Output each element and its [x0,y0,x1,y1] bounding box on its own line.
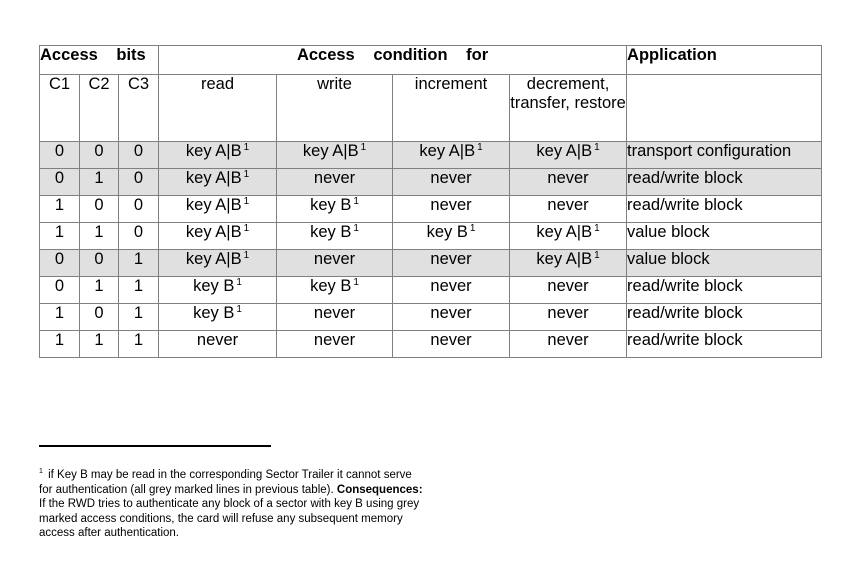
cell-decrement [510,142,627,169]
cell-c2 [80,331,119,358]
cell-c3-text: 1 [133,331,144,349]
cell-write-text: never [313,250,356,268]
cell-read [159,169,277,196]
cell-c3-text: 0 [133,169,144,187]
footnote-ref: 1 [236,304,242,315]
table-header-row [40,46,822,75]
cell-write [277,331,393,358]
c2-header: C2 [80,75,119,142]
cell-c1-text: 0 [54,250,65,268]
cell-read-text: never [196,331,239,349]
footnote-ref: 1 [594,250,600,261]
cell-write [277,169,393,196]
application-column-header [627,75,822,142]
table-row [40,223,822,250]
cell-c3 [119,142,159,169]
cell-decrement [510,304,627,331]
cell-write-text: never [313,304,356,322]
cell-increment-text: key A|B [419,142,476,160]
cell-c1-text: 1 [54,196,65,214]
cell-read [159,223,277,250]
cell-increment-text: never [430,277,472,295]
cell-c2 [80,277,119,304]
cell-decrement [510,331,627,358]
cell-c2-text: 0 [94,250,104,268]
cell-c3 [119,169,159,196]
cell-decrement [510,277,627,304]
cell-read-text: key A|B [185,223,242,241]
cell-write-text: key B [310,277,352,295]
cell-read [159,196,277,223]
cell-application: read/write block [627,277,822,304]
footnote-marker: 1 [39,468,43,475]
cell-c1 [40,142,80,169]
cell-read-text: key B [193,304,235,322]
cell-c2-text: 0 [94,142,104,160]
cell-decrement-text: never [547,331,589,349]
cell-c3 [119,331,159,358]
cell-c1-text: 1 [54,223,65,241]
cell-read-text: key B [193,277,235,295]
footnote-ref: 1 [243,196,250,207]
cell-c2 [80,169,119,196]
cell-c1 [40,331,80,358]
footnote-text-part1: if Key B may be read in the corresponding Sector Trailer it cannot serve for authentication (all grey marked lines in previous table). [39,469,412,496]
cell-c3 [119,304,159,331]
cell-write-text: key B [310,223,352,241]
table-row [40,250,822,277]
cell-decrement [510,223,627,250]
cell-decrement [510,250,627,277]
cell-application: read/write block [627,304,822,331]
cell-increment [393,142,510,169]
cell-increment [393,169,510,196]
cell-c1 [40,277,80,304]
cell-application: read/write block [627,196,822,223]
cell-c3-text: 1 [133,277,144,295]
cell-c1 [40,304,80,331]
cell-write [277,196,393,223]
cell-c1 [40,169,80,196]
cell-read-text: key A|B [185,250,242,268]
cell-increment [393,196,510,223]
cell-c1 [40,196,80,223]
cell-write [277,304,393,331]
cell-c1-text: 1 [54,331,65,349]
footnote-ref: 1 [477,142,483,153]
cell-application: value block [627,223,822,250]
cell-increment-text: key B [426,223,468,241]
cell-decrement-text: key A|B [536,223,593,241]
c3-header: C3 [119,75,159,142]
cell-decrement-text: never [547,196,589,214]
column-header-row [40,75,822,142]
footnote-ref: 1 [236,277,242,288]
cell-c2 [80,196,119,223]
cell-application: transport configuration [627,142,822,169]
cell-application: value block [627,250,822,277]
cell-increment-text: never [430,304,472,322]
footnote-ref: 1 [469,223,476,234]
cell-read [159,142,277,169]
cell-c2-text: 1 [94,223,104,241]
cell-increment [393,277,510,304]
cell-read-text: key A|B [185,169,242,187]
cell-c3 [119,196,159,223]
cell-c1 [40,250,80,277]
cell-read-text: key A|B [185,142,242,160]
cell-c3-text: 1 [133,304,144,322]
cell-write [277,223,393,250]
table-row [40,169,822,196]
cell-c2-text: 1 [94,331,104,349]
footnote-ref: 1 [243,250,250,261]
cell-read [159,304,277,331]
cell-c2-text: 1 [94,169,104,187]
cell-write [277,250,393,277]
cell-c1 [40,223,80,250]
cell-c3 [119,277,159,304]
table-row [40,304,822,331]
footnote-consequences-label: Consequences: [336,483,423,496]
cell-c2-text: 0 [94,304,104,322]
cell-c1-text: 0 [54,277,65,295]
table-row [40,277,822,304]
c1-header: C1 [40,75,80,142]
footnote-ref: 1 [360,142,367,153]
footnote-ref: 1 [243,142,250,153]
write-header: write [277,75,393,142]
cell-application: read/write block [627,169,822,196]
cell-write [277,142,393,169]
cell-c3 [119,250,159,277]
access-condition-header: Access condition for [159,46,627,75]
cell-increment [393,331,510,358]
cell-c3-text: 1 [133,250,144,268]
cell-read [159,250,277,277]
cell-application: read/write block [627,331,822,358]
cell-c2 [80,304,119,331]
cell-read [159,331,277,358]
cell-increment [393,304,510,331]
cell-c3-text: 0 [133,223,144,241]
table-row [40,331,822,358]
footnote [39,465,424,541]
table-row [40,196,822,223]
cell-decrement [510,196,627,223]
cell-c3 [119,223,159,250]
cell-c2 [80,223,119,250]
footnote-ref: 1 [594,142,600,153]
cell-read [159,277,277,304]
access-conditions-table [39,45,822,358]
cell-write-text: never [313,331,356,349]
footnote-ref: 1 [353,196,359,207]
table-body [40,142,822,358]
decrement-header: decrement, transfer, restore [510,75,627,142]
cell-read-text: key A|B [185,196,242,214]
cell-decrement-text: never [547,169,589,187]
cell-c1-text: 0 [54,169,65,187]
access-bits-header: Access bits [40,46,159,75]
cell-c2 [80,142,119,169]
cell-write-text: key B [310,196,352,214]
table-row [40,142,822,169]
cell-increment [393,250,510,277]
cell-write-text: never [313,169,356,187]
cell-increment-text: never [430,169,472,187]
cell-c1-text: 0 [54,142,65,160]
cell-c3-text: 0 [133,196,144,214]
cell-c3-text: 0 [133,142,144,160]
cell-c2-text: 0 [94,196,104,214]
cell-decrement-text: never [547,304,589,322]
increment-header: increment [393,75,510,142]
footnote-ref: 1 [353,223,359,234]
cell-write [277,277,393,304]
read-header: read [159,75,277,142]
cell-decrement-text: never [547,277,589,295]
footnote-ref: 1 [243,223,250,234]
cell-c2-text: 1 [94,277,104,295]
cell-decrement [510,169,627,196]
footnote-ref: 1 [353,277,359,288]
cell-increment [393,223,510,250]
footnote-ref: 1 [243,169,250,180]
cell-increment-text: never [430,196,472,214]
cell-decrement-text: key A|B [536,250,593,268]
cell-write-text: key A|B [302,142,359,160]
cell-increment-text: never [430,331,472,349]
footnote-text-part2: If the RWD tries to authenticate any block of a sector with key B using grey marked access conditions, the card will refuse any subsequent memory access after authentication. [39,498,420,539]
cell-increment-text: never [430,250,472,268]
cell-c1-text: 1 [54,304,65,322]
cell-c2 [80,250,119,277]
footnote-ref: 1 [594,223,600,234]
cell-decrement-text: key A|B [536,142,593,160]
footnote-divider [39,445,271,447]
application-header: Application [627,46,822,75]
